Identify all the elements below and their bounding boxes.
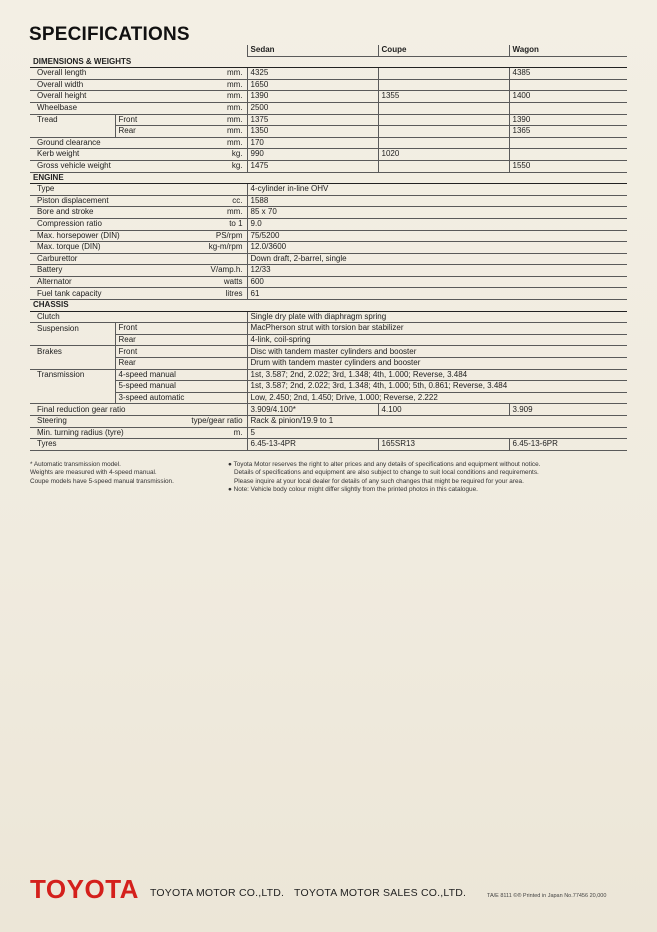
maker-name: TOYOTA MOTOR SALES CO.,LTD. [294, 887, 467, 899]
table-row: Steering type/gear ratio Rack & pinion/19.9 to 1 [30, 416, 627, 428]
table-row: Rear mm. 1350 1365 [30, 126, 627, 138]
section-dimensions: DIMENSIONS & WEIGHTS [30, 56, 627, 68]
table-row: Clutch Single dry plate with diaphragm spring [30, 311, 627, 323]
table-row: Gross vehicle weight kg. 1475 1550 [30, 160, 627, 172]
footnote: Coupe models have 5-speed manual transmission. [30, 477, 174, 485]
section-engine: ENGINE [30, 172, 627, 184]
table-row: Brakes Front Disc with tandem master cylinders and booster [30, 346, 627, 358]
disclaimer [228, 461, 628, 495]
table-row: Rear 4-link, coil-spring [30, 334, 627, 346]
col-wagon: Wagon [509, 45, 627, 56]
table-row: Suspension Front MacPherson strut with torsion bar stabilizer [30, 323, 627, 335]
table-row: Alternator watts 600 [30, 276, 627, 288]
table-row: 3-speed automatic Low, 2.450; 2nd, 1.450; Drive, 1.000; Reverse, 2.222 [30, 392, 627, 404]
table-row: Overall length mm. 4325 4385 [30, 68, 627, 80]
print-code: TA/E 8111 ©® Printed in Japan No.77456 20,000 [487, 893, 607, 899]
table-row: Transmission 4-speed manual 1st, 3.587; 2nd, 2.022; 3rd, 1.348; 4th, 1.000; Reverse, 3.484 [30, 369, 627, 381]
table-row: Rear Drum with tandem master cylinders and booster [30, 358, 627, 370]
table-row: Wheelbase mm. 2500 [30, 102, 627, 114]
disclaimer-line: Please inquire at your local dealer for details of any such changes that might be required for your area. [234, 477, 524, 485]
table-row: Ground clearance mm. 170 [30, 137, 627, 149]
table-row: Kerb weight kg. 990 1020 [30, 149, 627, 161]
footnotes [30, 461, 220, 486]
table-row: Battery V/amp.h. 12/33 [30, 265, 627, 277]
disclaimer-line: ● Toyota Motor reserves the right to alter prices and any details of specifications and equipment without notice. [228, 461, 541, 468]
spec-table [30, 45, 627, 451]
table-row: Bore and stroke mm. 85 x 70 [30, 207, 627, 219]
table-row: Max. torque (DIN) kg-m/rpm 12.0/3600 [30, 242, 627, 254]
table-row: Compression ratio to 1 9.0 [30, 218, 627, 230]
table-row: Carburettor Down draft, 2-barrel, single [30, 253, 627, 265]
disclaimer-line: Details of specifications and equipment are also subject to change to suit local conditions and requirements. [234, 469, 539, 477]
col-coupe: Coupe [378, 45, 509, 56]
table-row: Type 4-cylinder in-line OHV [30, 184, 627, 196]
table-row: Tread Front mm. 1375 1390 [30, 114, 627, 126]
table-row: Min. turning radius (tyre) m. 5 [30, 427, 627, 439]
disclaimer-line: ● Note: Vehicle body colour might differ slightly from the printed photos in this catalogue. [228, 486, 478, 494]
table-row: Piston displacement cc. 1588 [30, 195, 627, 207]
table-header-row [30, 45, 627, 56]
table-row: Fuel tank capacity litres 61 [30, 288, 627, 300]
section-chassis: CHASSIS [30, 300, 627, 312]
manufacturer-names [150, 887, 473, 899]
table-row: Overall height mm. 1390 1355 1400 [30, 91, 627, 103]
maker-name: TOYOTA MOTOR CO.,LTD. [150, 887, 285, 899]
table-row: Max. horsepower (DIN) PS/rpm 75/5200 [30, 230, 627, 242]
footnote: * Automatic transmission model. [30, 461, 121, 468]
page-title: SPECIFICATIONS [29, 24, 190, 45]
table-row: Tyres 6.45-13-4PR 165SR13 6.45-13-6PR [30, 439, 627, 451]
table-row: 5-speed manual 1st, 3.587; 2nd, 2.022; 3rd, 1.348; 4th, 1.000; 5th, 0.861; Reverse, 3.484 [30, 381, 627, 393]
table-row: Final reduction gear ratio 3.909/4.100* 4.100 3.909 [30, 404, 627, 416]
footnote: Weights are measured with 4-speed manual. [30, 469, 157, 477]
toyota-logo: TOYOTA [30, 874, 139, 904]
col-sedan: Sedan [247, 45, 378, 56]
table-row: Overall width mm. 1650 [30, 79, 627, 91]
